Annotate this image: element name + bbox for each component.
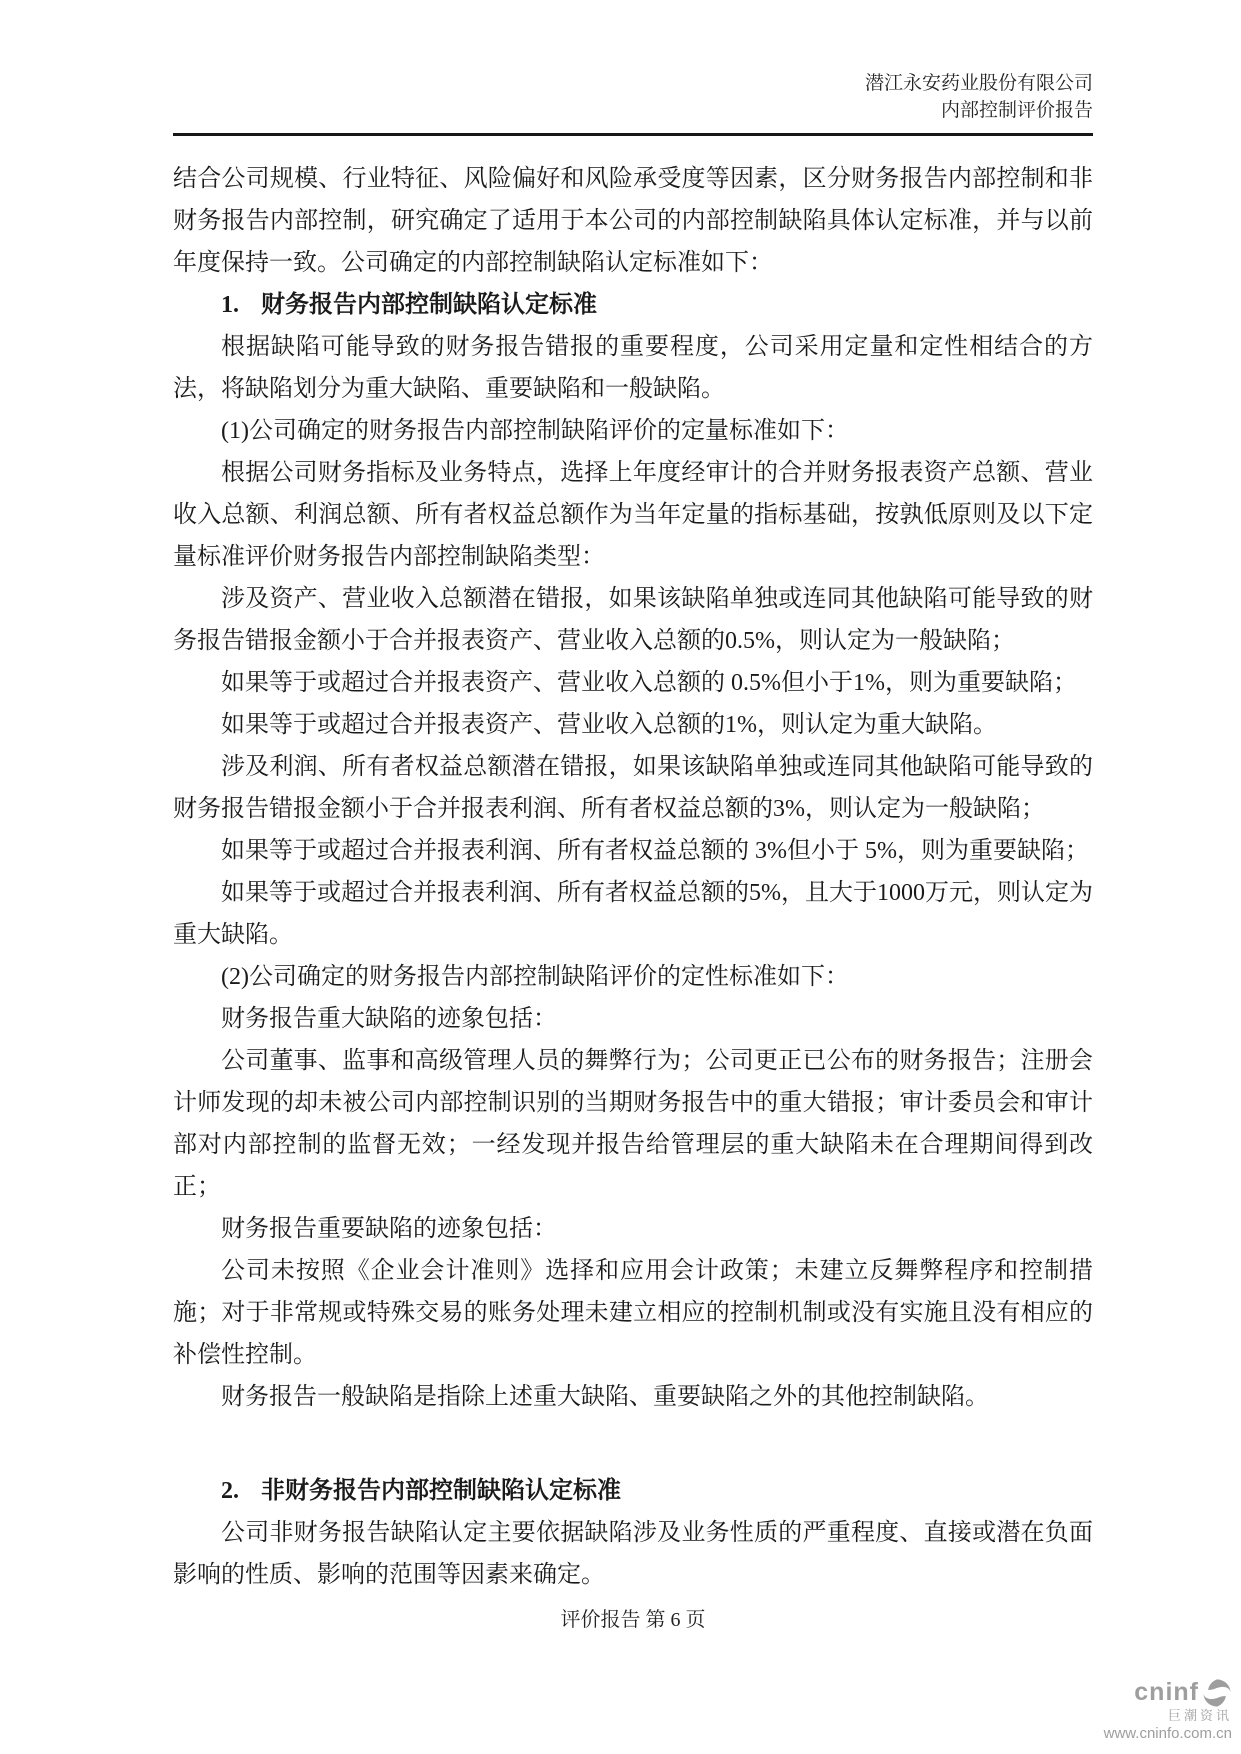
paragraph: 涉及利润、所有者权益总额潜在错报，如果该缺陷单独或连同其他缺陷可能导致的财务报告错报金额小于合并报表利润、所有者权益总额的3%，则认定为一般缺陷； [173, 754, 1093, 822]
paragraph: 如果等于或超过合并报表利润、所有者权益总额的5%，且大于1000万元，则认定为重大缺陷。 [173, 880, 1093, 948]
watermark-brand-text: cninf [1134, 1678, 1199, 1707]
section-title: 财务报告内部控制缺陷认定标准 [261, 292, 597, 318]
section-number: 2. [221, 1478, 239, 1504]
page-header [173, 70, 1093, 124]
paragraph: 财务报告一般缺陷是指除上述重大缺陷、重要缺陷之外的其他控制缺陷。 [221, 1384, 989, 1410]
paragraph: 根据缺陷可能导致的财务报告错报的重要程度，公司采用定量和定性相结合的方法，将缺陷划分为重大缺陷、重要缺陷和一般缺陷。 [173, 334, 1093, 402]
paragraph: 公司非财务报告缺陷认定主要依据缺陷涉及业务性质的严重程度、直接或潜在负面影响的性质、影响的范围等因素来确定。 [173, 1520, 1093, 1588]
header-report-title: 内部控制评价报告 [940, 100, 1093, 121]
page-content [173, 70, 1093, 1596]
section-title: 非财务报告内部控制缺陷认定标准 [261, 1478, 621, 1504]
watermark-brand-row [1104, 1678, 1232, 1708]
page-number-label: 评价报告 第 6 页 [560, 1609, 706, 1631]
section-number: 1. [221, 292, 239, 318]
paragraph: 公司未按照《企业会计准则》选择和应用会计政策；未建立反舞弊程序和控制措施；对于非常规或特殊交易的账务处理未建立相应的控制机制或没有实施且没有相应的补偿性控制。 [173, 1258, 1093, 1368]
document-body [173, 158, 1093, 1596]
paragraph: 公司董事、监事和高级管理人员的舞弊行为；公司更正已公布的财务报告；注册会计师发现的却未被公司内部控制识别的当期财务报告中的重大错报；审计委员会和审计部对内部控制的监督无效；一经发现并报告给管理层的重大缺陷未在合理期间得到改正； [173, 1048, 1093, 1200]
paragraph: 财务报告重要缺陷的迹象包括： [221, 1216, 557, 1242]
paragraph: 根据公司财务指标及业务特点，选择上年度经审计的合并财务报表资产总额、营业收入总额、利润总额、所有者权益总额作为当年定量的指标基础，按孰低原则及以下定量标准评价财务报告内部控制缺陷类型： [173, 460, 1093, 570]
watermark-site-url: www.cninfo.com.cn [1103, 1724, 1232, 1742]
paragraph: (1)公司确定的财务报告内部控制缺陷评价的定量标准如下： [221, 418, 849, 444]
page-footer [173, 1603, 1093, 1632]
cninfo-watermark [1104, 1678, 1232, 1742]
paragraph: 财务报告重大缺陷的迹象包括： [221, 1006, 557, 1032]
paragraph: (2)公司确定的财务报告内部控制缺陷评价的定性标准如下： [221, 964, 849, 990]
paragraph: 涉及资产、营业收入总额潜在错报，如果该缺陷单独或连同其他缺陷可能导致的财务报告错报金额小于合并报表资产、营业收入总额的0.5%，则认定为一般缺陷； [173, 586, 1093, 654]
watermark-site-name: 巨潮资讯 [1167, 1708, 1232, 1724]
paragraph: 如果等于或超过合并报表资产、营业收入总额的 0.5%但小于1%，则为重要缺陷； [221, 670, 1077, 696]
paragraph: 结合公司规模、行业特征、风险偏好和风险承受度等因素，区分财务报告内部控制和非财务报告内部控制，研究确定了适用于本公司的内部控制缺陷具体认定标准，并与以前年度保持一致。公司确定的内部控制缺陷认定标准如下： [173, 166, 1093, 276]
paragraph: 如果等于或超过合并报表利润、所有者权益总额的 3%但小于 5%，则为重要缺陷； [221, 838, 1089, 864]
section-heading [173, 284, 1093, 326]
header-company-name: 潜江永安药业股份有限公司 [864, 73, 1093, 94]
paragraph: 如果等于或超过合并报表资产、营业收入总额的1%，则认定为重大缺陷。 [221, 712, 997, 738]
header-rule [173, 133, 1093, 136]
cninfo-swirl-icon [1202, 1678, 1232, 1708]
section-heading [173, 1470, 1093, 1512]
